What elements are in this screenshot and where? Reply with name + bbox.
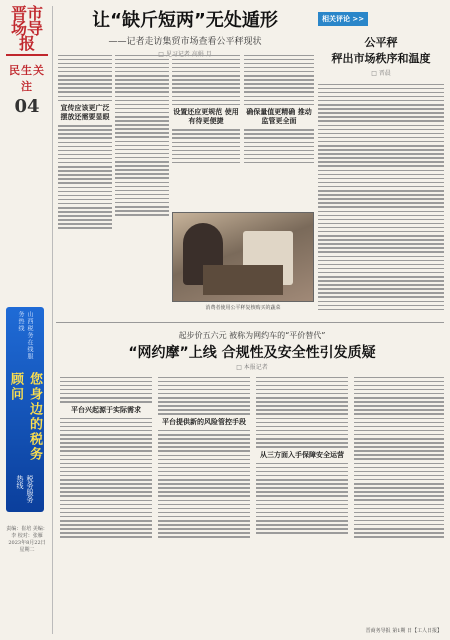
lead-subheadline: ——记者走访集贸市场查看公平秤现状	[108, 37, 262, 47]
page-footer: 晋商务导报 第1期 日【工人日报】	[365, 628, 442, 634]
section-name: 民生关注	[9, 64, 45, 93]
left-margin	[6, 6, 48, 634]
commentary-tag: 相关评论 >>	[318, 12, 368, 26]
lead-article-header	[60, 6, 310, 58]
masthead-rule	[6, 54, 48, 56]
lead-text-column-4	[244, 52, 314, 210]
commentary-column	[318, 6, 444, 331]
tax-banner-sub: 山西税务在线服务热线	[17, 311, 33, 360]
bottom-subhead-2: 平台提供新的风险管控手段	[162, 417, 246, 426]
lead-subhead-3: 确保量值更精确 推动监管更全面	[246, 108, 312, 126]
bottom-text-column-1	[60, 374, 152, 628]
column-divider	[52, 6, 53, 634]
lead-subhead-2: 设置还应更规范 使用有待更便捷	[173, 108, 239, 126]
commentary-title-line1: 公平秤	[364, 36, 398, 49]
page-number: 04	[14, 96, 40, 117]
edit-info: 责编：崔培 美编：李 校对：张雁 2023年8月22日 星期二	[6, 526, 48, 553]
section-divider	[56, 322, 444, 323]
bottom-subhead-3: 从三方面入手保障安全运营	[260, 450, 344, 459]
bottom-headline: “网约摩”上线 合规性及安全性引发质疑	[128, 345, 376, 361]
commentary-byline: □ 晋晨	[371, 70, 391, 77]
photo-caption: 消费者使用公平秤复核购买的蔬菜	[205, 305, 281, 311]
bottom-text-column-3	[256, 374, 348, 628]
commentary-text	[318, 81, 444, 331]
bottom-byline: □ 本报记者	[236, 364, 268, 371]
bottom-text-column-4	[354, 374, 444, 618]
market-photo	[172, 212, 314, 302]
bottom-kicker: 起步价五六元 被称为网约车的“平价替代”	[178, 331, 326, 340]
lead-text-column-2	[115, 52, 169, 320]
lead-text-column-3	[172, 52, 240, 210]
commentary-title-line2: 秤出市场秩序和温度	[331, 52, 431, 65]
lead-text-column-1	[58, 52, 112, 320]
lead-headline: 让“缺斤短两”无处遁形	[92, 10, 278, 31]
tax-banner-main: 您身边的税务顾问	[8, 372, 42, 463]
bottom-subhead-1: 平台兴起源于实际需求	[71, 405, 141, 414]
tax-advert-banner	[6, 307, 44, 512]
bottom-text-column-2	[158, 374, 250, 628]
lead-subhead-1: 宣传应该更广泛 摆放还需要显眼	[60, 104, 110, 122]
masthead: 晋市场导报	[10, 4, 43, 53]
tax-banner-tail: 税务服务热线	[16, 474, 34, 503]
